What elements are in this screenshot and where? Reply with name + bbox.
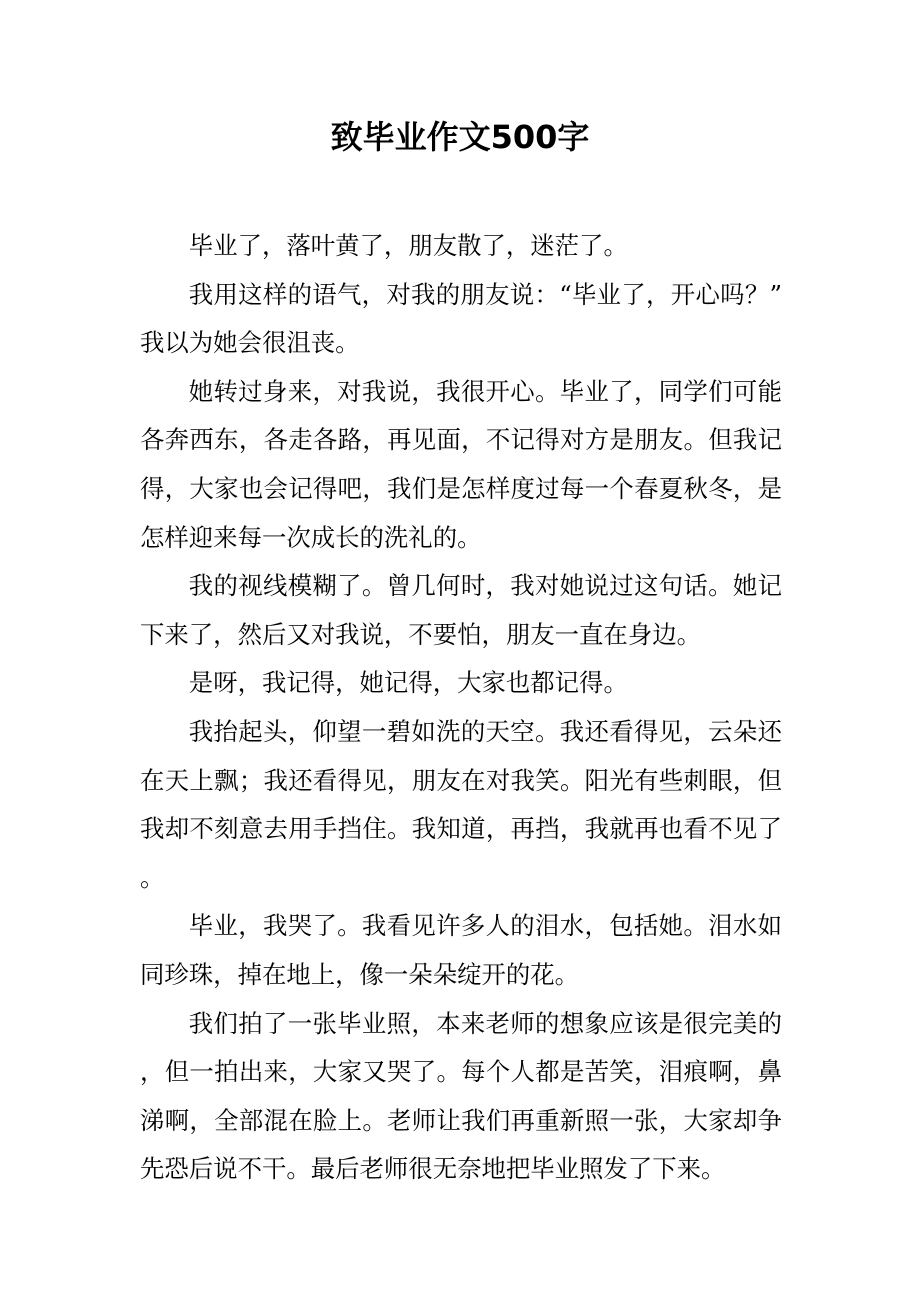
document-title: 致毕业作文500字 bbox=[330, 118, 590, 156]
paragraph: 她转过身来，对我说，我很开心。毕业了，同学们可能各奔西东，各走各路，再见面，不记得对方是朋友。但我记得，大家也会记得吧，我们是怎样度过每一个春夏秋冬，是怎样迎来每一次成长的洗礼的。 bbox=[140, 376, 782, 552]
paragraph: 毕业，我哭了。我看见许多人的泪水，包括她。泪水如同珍珠，掉在地上，像一朵朵绽开的花。 bbox=[140, 911, 782, 989]
paragraph: 毕业了，落叶黄了，朋友散了，迷茫了。 bbox=[188, 231, 628, 260]
essay-body bbox=[140, 222, 782, 1194]
paragraph: 是呀，我记得，她记得，大家也都记得。 bbox=[188, 668, 628, 698]
paragraph: 我抬起头，仰望一碧如洗的天空。我还看得见，云朵还在天上飘；我还看得见，朋友在对我笑。阳光有些刺眼，但我却不刻意去用手挡住。我知道，再挡，我就再也看不见了。 bbox=[140, 716, 782, 892]
paragraph: 我们拍了一张毕业照，本来老师的想象应该是很完美的，但一拍出来，大家又哭了。每个人都是苦笑，泪痕啊，鼻涕啊，全部混在脸上。老师让我们再重新照一张，大家却争先恐后说不干。最后老师很无奈地把毕业照发了下来。 bbox=[140, 1008, 782, 1184]
paragraph: 我用这样的语气，对我的朋友说：“毕业了，开心吗？”我以为她会很沮丧。 bbox=[140, 279, 782, 358]
paragraph: 我的视线模糊了。曾几何时，我对她说过这句话。她记下来了，然后又对我说，不要怕，朋友一直在身边。 bbox=[140, 571, 782, 649]
